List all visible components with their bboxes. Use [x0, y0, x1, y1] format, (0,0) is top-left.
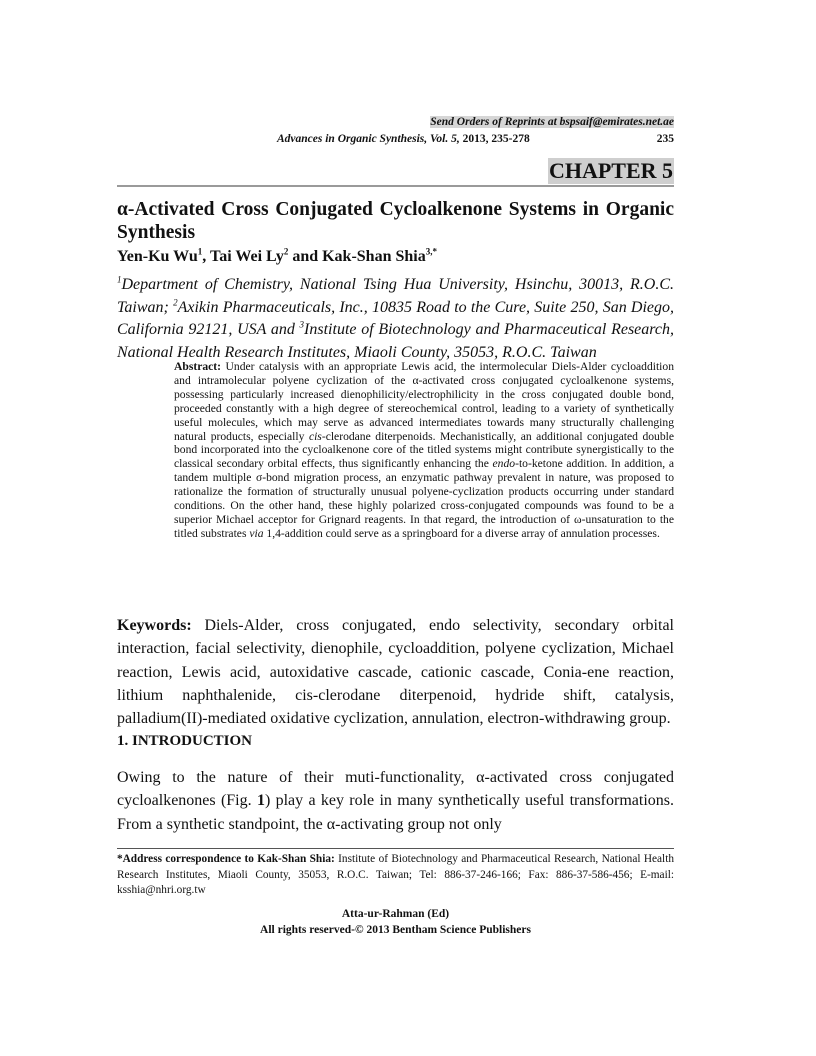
abstract-italic: endo — [492, 457, 516, 471]
publisher-block — [117, 906, 674, 938]
body-text: Owing to the nature of their muti-functionality, α-activated cross conjugated cycloalkenones (Fig. — [117, 769, 674, 810]
keywords-label: Keywords: — [117, 617, 192, 634]
figure-reference[interactable]: 1 — [256, 792, 265, 810]
keywords-text: Diels-Alder, cross conjugated, endo selectivity, secondary orbital interaction, facial selectivity, dienophile, cycloaddition, polyene cyclization, Michael reaction, Lewis acid, autoxidative cascade, cationic cascade, Conia-ene reaction, lithium naphthalenide, cis-clerodane diterpenoid, hydride shift, catalysis, palladium(II)-mediated oxidative cyclization, annulation, electron-withdrawing group. — [117, 617, 674, 728]
journal-name: Advances in Organic Synthesis, Vol. 5, — [277, 133, 460, 145]
page-number: 235 — [656, 133, 674, 145]
abstract-label: Abstract: — [174, 360, 222, 373]
abstract-text: 1,4-addition could serve as a springboard for a diverse array of annulation processes. — [263, 526, 660, 540]
affiliation: Department of Chemistry, National Tsing Hua University, Hsinchu, 30013, R.O.C. Taiwan; — [117, 276, 674, 316]
article-title: α-Activated Cross Conjugated Cycloalkenone Systems in Organic Synthesis — [117, 199, 674, 243]
author: Kak-Shan Shia — [322, 248, 426, 265]
header-divider — [117, 185, 674, 187]
editor-line: Atta-ur-Rahman (Ed) — [341, 908, 450, 920]
reprints-notice — [430, 116, 674, 128]
footnote-divider — [117, 848, 674, 849]
author-list — [117, 248, 437, 266]
abstract — [174, 360, 674, 541]
section-heading: 1. INTRODUCTION — [117, 733, 253, 749]
author-affil-ref: 2 — [283, 246, 289, 257]
body-paragraph — [117, 766, 674, 836]
affil-ref: 1 — [117, 274, 122, 285]
abstract-text: -clerodane diterpenoids. Mechanistically, an additional conjugated double bond incorporated into the cycloalkenone core of the titled systems might contribute synergistically to the classical secondary orbital effects, thus significantly enhancing the — [174, 429, 675, 471]
author-sep: and — [288, 248, 323, 265]
abstract-text: -to-ketone addition. In addition, a tandem multiple σ-bond migration process, an enzymatic pathway prevalent in nature, was proposed to rationalize the formation of structurally unusual polyene-cyclization products occurring under standard conditions. On the other hand, these highly polarized cross-conjugated compounds was found to be a superior Michael acceptor for Grignard reagents. In that regard, the introduction of ω-unsaturation to the titled substrates — [174, 457, 674, 540]
footnote-label: *Address correspondence to Kak-Shan Shia: — [117, 853, 335, 865]
author: Yen-Ku Wu — [117, 248, 198, 265]
abstract-text: Under catalysis with an appropriate Lewis acid, the intermolecular Diels-Alder cycloaddition and intramolecular polyene cyclization of the α-activated cross conjugated cycloalkenone systems, possessing particularly increased dienophilicity/electrophilicity in the cross conjugated double bond, proceeded constantly with a high degree of stereochemical control, leading to a variety of synthetically useful molecules, which may serve as advanced intermediates towards many structurally challenging natural products, especially — [174, 360, 674, 443]
correspondence-footnote — [117, 852, 674, 899]
abstract-italic: cis — [308, 429, 322, 443]
author-affil-ref: 3,* — [425, 246, 437, 257]
author-sep: , — [202, 248, 210, 265]
chapter-label: CHAPTER 5 — [548, 158, 673, 183]
affil-ref: 2 — [173, 297, 178, 308]
author: Tai Wei Ly — [210, 248, 284, 265]
author-affil-ref: 1 — [197, 246, 203, 257]
body-text: ) play a key role in many synthetically useful transformations. From a synthetic standpoint, the α-activating group not only — [117, 792, 675, 833]
keywords — [117, 614, 674, 730]
abstract-italic: via — [249, 526, 264, 540]
reprints-text: Send Orders of Reprints at bspsaif@emirates.net.ae — [430, 116, 674, 128]
affil-ref: 3 — [299, 319, 305, 330]
footnote-text: Institute of Biotechnology and Pharmaceutical Research, National Health Research Institutes, Miaoli County, 35053, R.O.C. Taiwan; Tel: 886-37-246-166; Fax: 886-37-586-456; E-mail: ksshia@nhri.org.tw — [117, 853, 674, 896]
affiliations — [117, 274, 674, 364]
journal-year-pages: 2013, 235-278 — [459, 133, 530, 145]
copyright-line: All rights reserved-© 2013 Bentham Science Publishers — [260, 924, 531, 936]
affiliation: Institute of Biotechnology and Pharmaceutical Research, National Health Research Institutes, Miaoli County, 35053, R.O.C. Taiwan — [117, 321, 675, 361]
affiliation: Axikin Pharmaceuticals, Inc., 10835 Road to the Cure, Suite 250, San Diego, California 92121, USA and — [117, 298, 675, 338]
